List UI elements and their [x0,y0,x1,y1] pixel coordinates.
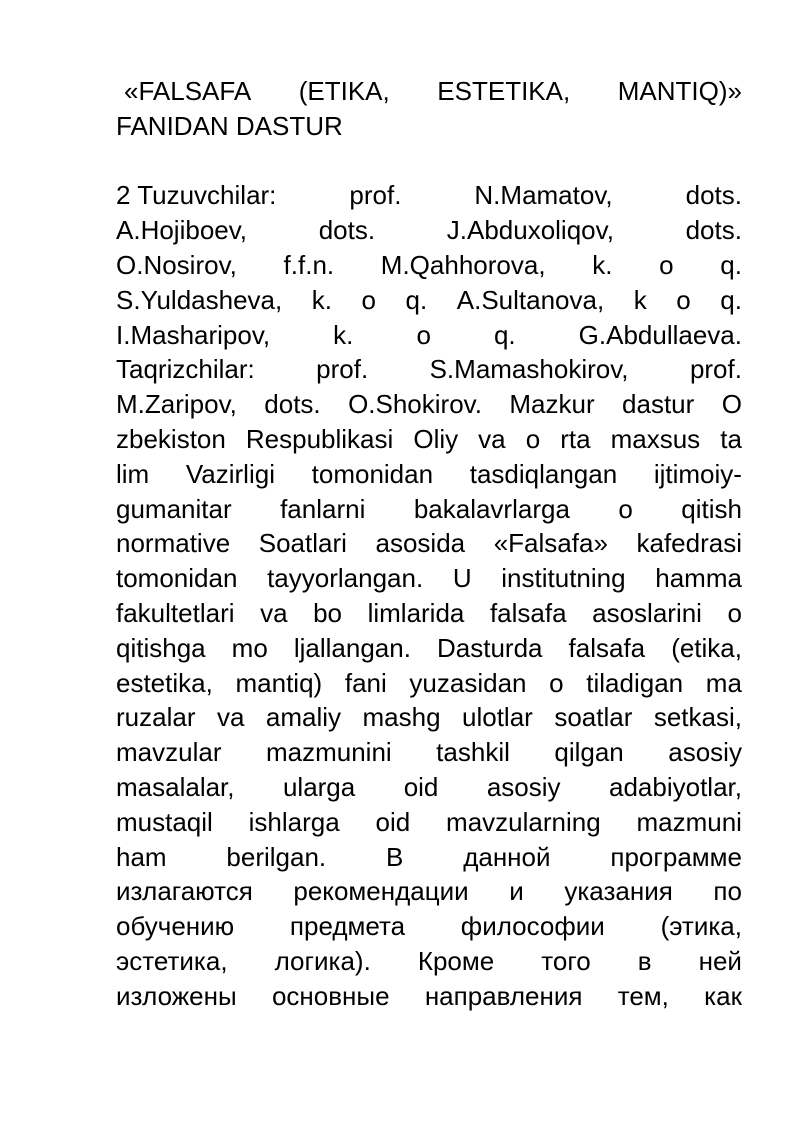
text-word: ljallangan. [293,632,411,663]
text-word: 2 Tuzuvchilar: [116,180,277,211]
text-line [116,561,742,596]
text-line [116,596,742,631]
text-word: soatlar [554,702,633,733]
text-word: tomonidan [311,458,434,489]
text-word: va [260,597,288,628]
text-word: ESTETIKA, [437,76,571,106]
text-word: mustaqil [116,806,213,837]
text-word: rta [560,423,591,454]
text-word: данной [463,841,551,872]
text-word: указания [564,876,673,907]
text-word: k. [311,284,332,315]
text-word: (этика, [660,911,742,942]
text-word: gumanitar [116,493,232,524]
text-word: dots. [685,180,742,211]
text-word: tayyorlangan. [267,563,424,594]
text-word: Кроме [417,945,495,976]
text-word: и [509,876,524,907]
text-word: prof. [316,354,369,385]
text-word: ijtimoiy- [653,458,742,489]
text-line [116,944,742,979]
text-word: asosiy [668,737,742,768]
text-word: O.Nosirov, [116,249,237,280]
text-line [116,178,742,213]
text-word: mazmunini [265,737,392,768]
text-word: mashg [362,702,441,733]
text-word: normative [116,528,231,559]
text-word: amaliy [265,702,342,733]
text-word: G.Abdullaeva. [578,319,742,350]
text-word: mavzular [116,737,222,768]
text-word: mazmuni [636,806,742,837]
text-word: o [361,284,376,315]
text-word: Dasturda [436,632,543,663]
text-line [116,666,742,701]
text-word: fani [344,667,387,698]
text-word: falsafa [568,632,646,663]
text-word: o [416,319,431,350]
text-word: limlarida [367,597,465,628]
text-word: o [659,249,674,280]
text-word: ma [705,667,742,698]
text-word: estetika, [116,667,213,698]
text-word: ta [720,423,742,454]
text-word: изложены [116,980,237,1011]
text-line [116,700,742,735]
text-word: Vazirligi [185,458,275,489]
text-word: kafedrasi [636,528,742,559]
text-line [116,874,742,909]
text-word: fanlarni [280,493,366,524]
text-word: f.f.n. [283,249,335,280]
text-word: mantiq) [235,667,323,698]
text-line [116,387,742,422]
text-line [116,318,742,353]
text-word: рекомендации [293,876,469,907]
text-word: Oliy [413,423,459,454]
text-word: hamma [655,563,742,594]
text-word: dots. [264,389,321,420]
text-word: ishlarga [248,806,340,837]
text-word: по [713,876,742,907]
text-word: обучению [116,911,235,942]
text-word: bo [313,597,343,628]
text-line [116,631,742,666]
document-title [116,74,742,144]
text-word: M.Qahhorova, [380,249,546,280]
text-word: k [633,284,647,315]
text-word: oid [375,806,411,837]
text-word: va [478,423,506,454]
text-word: ularga [282,771,356,802]
text-line [116,526,742,561]
text-line [116,805,742,840]
text-word: Respublikasi [245,423,394,454]
text-word: M.Zaripov, [116,389,237,420]
text-word: ней [698,945,742,976]
text-line [116,770,742,805]
text-word: masalalar, [116,771,235,802]
text-word: zbekiston [116,423,226,454]
text-word: o [618,493,633,524]
text-word: tiladigan [586,667,684,698]
text-word: dots. [685,215,742,246]
text-word: В [386,841,404,872]
text-word: J.Abduxoliqov, [446,215,614,246]
text-word: oid [403,771,439,802]
text-word: FANIDAN DASTUR [116,110,343,141]
text-word: «Falsafa» [493,528,608,559]
text-word: yuzasidan [409,667,527,698]
text-word: N.Mamatov, [474,180,613,211]
text-word: I.Masharipov, [116,319,271,350]
text-line [116,492,742,527]
text-word: основные [271,980,390,1011]
text-word: в [637,945,652,976]
document-body [116,178,742,1013]
text-word: tasdiqlangan [469,458,618,489]
text-line [116,979,742,1014]
text-line [116,109,742,144]
text-line [116,74,742,109]
text-word: MANTIQ)» [617,76,742,106]
text-word: falsafa [489,597,567,628]
text-word: O [721,389,742,420]
text-word: fakultetlari [116,597,235,628]
text-word: mavzularning [446,806,601,837]
text-line [116,422,742,457]
text-word: Taqrizchilar: [116,354,255,385]
text-word: A.Hojiboev, [116,215,248,246]
text-word: k. [592,249,613,280]
text-word: tomonidan [116,563,238,594]
text-word: tashkil [436,737,510,768]
text-word: q. [405,284,428,315]
text-line [116,213,742,248]
text-word: излагаются [116,876,253,907]
text-word: prof. [689,354,742,385]
text-word: asoslarini [592,597,702,628]
text-word: prof. [349,180,402,211]
text-word: (ETIKA, [298,76,390,106]
text-word: Soatlari [258,528,347,559]
text-word: o [676,284,691,315]
text-word: Mazkur [509,389,595,420]
text-word: dots. [318,215,376,246]
text-line [116,735,742,770]
text-word: U [452,563,472,594]
text-word: ulotlar [462,702,533,733]
text-word: mo [231,632,268,663]
text-word: q. [720,249,742,280]
text-word: bakalavrlarga [413,493,570,524]
text-line [116,248,742,283]
text-word: логика). [274,945,371,976]
text-word: A.Sultanova, [456,284,605,315]
text-word: S.Yuldasheva, [116,284,283,315]
text-word: va [216,702,245,733]
text-word: S.Mamashokirov, [429,354,629,385]
text-line [116,457,742,492]
paragraph-gap [116,144,742,179]
text-word: adabiyotlar, [609,771,742,802]
text-word: q. [493,319,516,350]
text-line [116,909,742,944]
text-word: ruzalar [116,702,196,733]
text-word: maxsus [610,423,701,454]
text-word: institutning [501,563,626,594]
text-word: «FALSAFA [124,76,252,106]
text-word: setkasi, [653,702,742,733]
document-page [116,74,742,1014]
text-word: q. [720,284,742,315]
text-word: asosida [375,528,466,559]
text-word: berilgan. [226,841,327,872]
text-word: lim [116,458,150,489]
text-word: qitish [681,493,742,524]
text-word: o [525,423,541,454]
text-word: направления [424,980,583,1011]
text-line [116,283,742,318]
text-line [116,840,742,875]
text-line [116,352,742,387]
text-word: k. [333,319,354,350]
text-word: asosiy [486,771,561,802]
text-word: qilgan [554,737,624,768]
text-word: O.Shokirov. [348,389,482,420]
text-word: эстетика, [116,945,228,976]
text-word: того [541,945,591,976]
text-word: как [704,980,742,1011]
text-word: (etika, [671,632,742,663]
text-word: o [549,667,564,698]
text-word: тем, [617,980,669,1011]
text-word: предмета [289,911,406,942]
text-word: философии [460,911,605,942]
text-word: ham [116,841,167,872]
text-word: программе [610,841,742,872]
text-word: dastur [622,389,695,420]
text-word: qitishga [116,632,206,663]
text-word: o [727,597,742,628]
